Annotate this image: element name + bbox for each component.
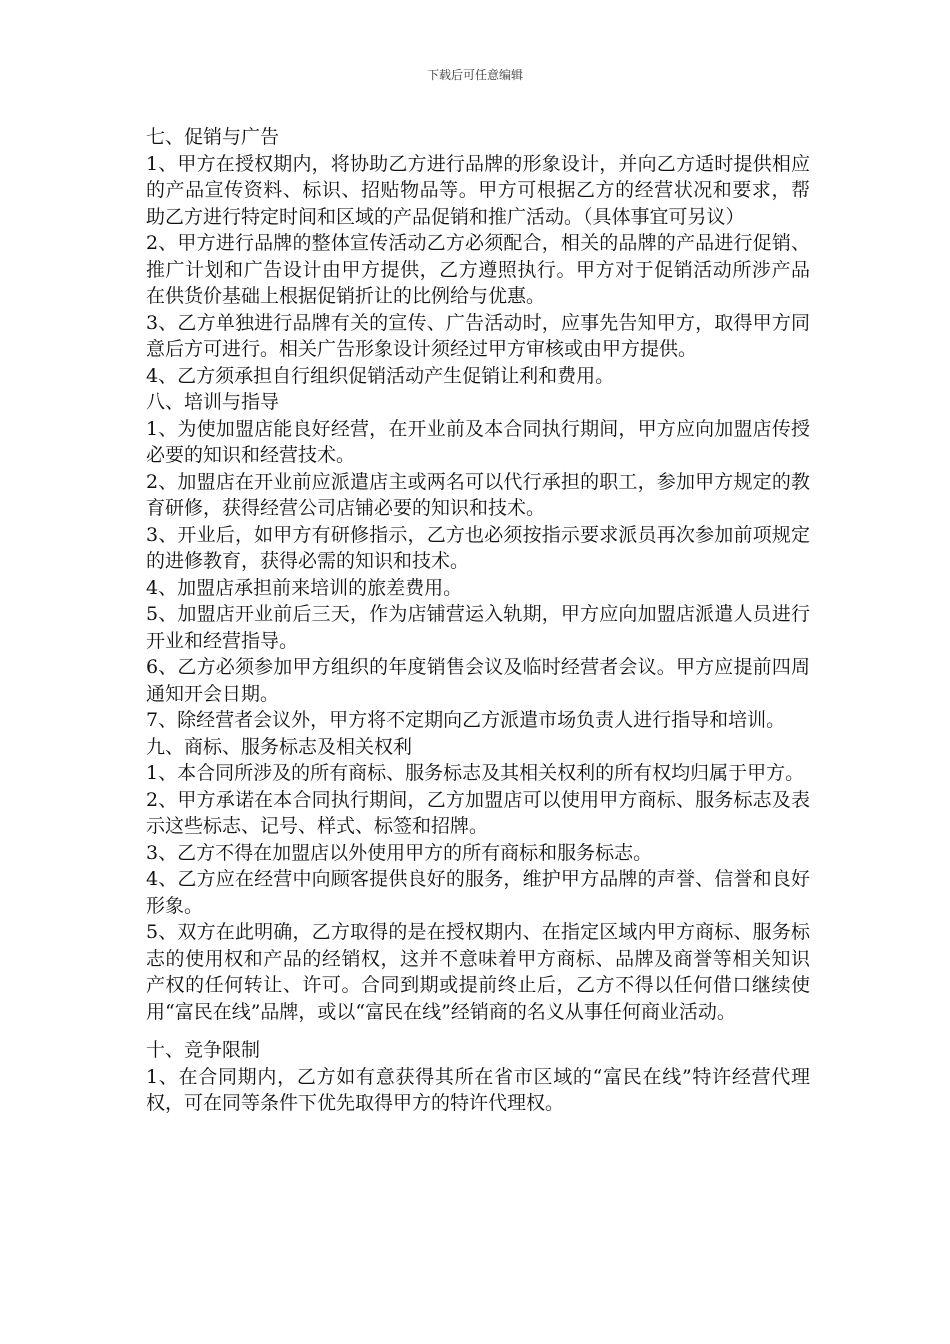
- paragraph: 2、甲方进行品牌的整体宣传活动乙方必须配合，相关的品牌的产品进行促销、推广计划和广告设计由甲方提供，乙方遵照执行。甲方对于促销活动所涉产品在供货价基础上根据促销折让的比例给与优惠。: [146, 232, 810, 307]
- section-heading-competition: 十、竞争限制: [146, 1039, 261, 1061]
- paragraph: 1、为使加盟店能良好经营，在开业前及本合同执行期间，甲方应向加盟店传授必要的知识和经营技术。: [146, 417, 810, 466]
- paragraph: 1、甲方在授权期内，将协助乙方进行品牌的形象设计，并向乙方适时提供相应的产品宣传资料、标识、招贴物品等。甲方可根据乙方的经营状况和要求，帮助乙方进行特定时间和区域的产品促销和推广活动。（具体事宜可另议）: [146, 152, 810, 228]
- paragraph-spacer: [146, 1025, 810, 1037]
- paragraph: 1、在合同期内，乙方如有意获得其所在省市区域的“富民在线”特许经营代理权，可在同等条件下优先取得甲方的特许代理权。: [146, 1065, 810, 1114]
- paragraph: 3、乙方不得在加盟店以外使用甲方的所有商标和服务标志。: [146, 841, 653, 864]
- paragraph: 4、乙方应在经营中向顾客提供良好的服务，维护甲方品牌的声誉、信誉和良好形象。: [146, 868, 810, 917]
- paragraph: 5、加盟店开业前后三天，作为店铺营运入轨期，甲方应向加盟店派遣人员进行开业和经营指导。: [146, 603, 810, 652]
- paragraph: 6、乙方必须参加甲方组织的年度销售会议及临时经营者会议。甲方应提前四周通知开会日期。: [146, 656, 810, 705]
- section-heading-promotion: 七、促销与广告: [146, 126, 280, 148]
- page-header-note: 下载后可任意编辑: [426, 68, 523, 82]
- paragraph: 7、除经营者会议外，甲方将不定期向乙方派遣市场负责人进行指导和培训。: [146, 709, 786, 731]
- paragraph: 1、本合同所涉及的所有商标、服务标志及其相关权利的所有权均归属于甲方。: [146, 762, 805, 784]
- paragraph: 4、加盟店承担前来培训的旅差费用。: [146, 576, 463, 599]
- paragraph: 2、加盟店在开业前应派遣店主或两名可以代行承担的职工，参加甲方规定的教育研修，获得经营公司店铺必要的知识和技术。: [146, 470, 810, 519]
- paragraph: 5、双方在此明确，乙方取得的是在授权期内、在指定区域内甲方商标、服务标志的使用权和产品的经销权，这并不意味着甲方商标、品牌及商誉等相关知识产权的任何转让、许可。合同到期或提前终止后，乙方不得以任何借口继续使用“富民在线”品牌，或以“富民在线”经销商的名义从事任何商业活动。: [146, 921, 810, 1023]
- paragraph: 4、乙方须承担自行组织促销活动产生促销让利和费用。: [146, 364, 615, 387]
- paragraph: 3、开业后，如甲方有研修指示，乙方也必须按指示要求派员再次参加前项规定的进修教育，获得必需的知识和技术。: [146, 523, 810, 572]
- section-heading-trademark: 九、商标、服务标志及相关权利: [146, 735, 413, 758]
- paragraph: 3、乙方单独进行品牌有关的宣传、广告活动时，应事先告知甲方，取得甲方同意后方可进行。相关广告形象设计须经过甲方审核或由甲方提供。: [146, 311, 810, 360]
- document-body: [146, 124, 810, 1117]
- paragraph: 2、甲方承诺在本合同执行期间，乙方加盟店可以使用甲方商标、服务标志及表示这些标志、记号、样式、标签和招牌。: [146, 788, 810, 837]
- section-heading-training: 八、培训与指导: [146, 391, 280, 413]
